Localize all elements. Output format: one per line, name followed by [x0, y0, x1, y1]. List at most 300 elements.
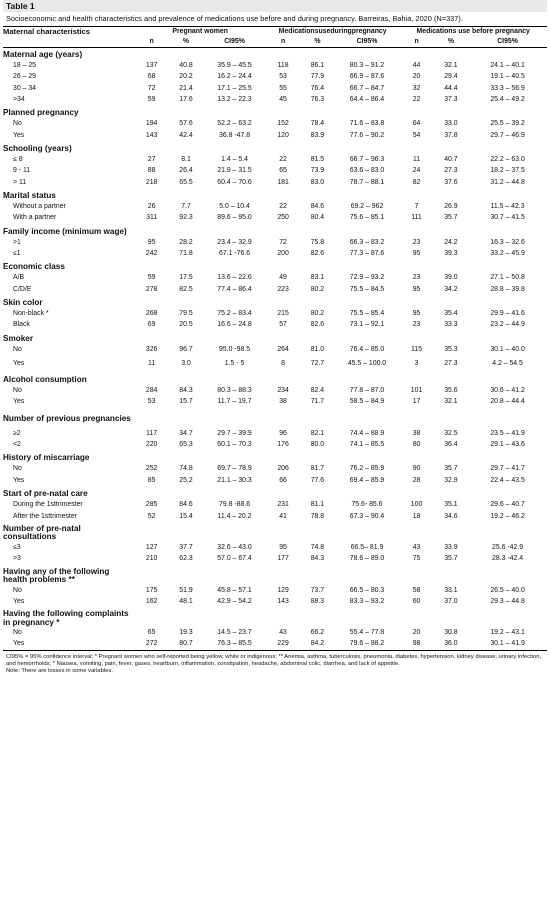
cell-ci: 1.5 - 5	[224, 359, 245, 367]
row-label: With a partner	[13, 214, 57, 222]
cell-ci: 74.4 – 88.9	[349, 429, 385, 437]
row-label: No	[13, 387, 22, 395]
cell-percent: 83.0	[310, 178, 325, 186]
cell-n: 18	[412, 512, 421, 520]
cell-n: 311	[146, 214, 158, 222]
cell-ci: 16.2 – 24.4	[217, 73, 252, 81]
table-row	[3, 166, 547, 177]
cell-percent: 65.5	[179, 178, 193, 186]
cell-n: 250	[277, 214, 289, 222]
table-row	[3, 344, 547, 355]
cell-n: 285	[145, 501, 158, 509]
cell-ci: 60.4 – 70.6	[217, 178, 252, 186]
subheader-n: n	[134, 37, 168, 48]
cell-ci: 13.6 – 22.6	[217, 274, 252, 282]
cell-percent: 37.7	[179, 543, 193, 551]
cell-ci: 71.6 – 83.8	[349, 120, 385, 128]
cell-percent: 37.3	[444, 95, 458, 103]
table-caption: Socioeconomic and health characteristics and prevalence of medications use before and during pregnancy. Barreiras, Bahia, 2020 (N=337).	[3, 12, 547, 27]
cell-ci: 29.7 – 41.7	[490, 465, 525, 473]
section-title: Family income (minimum wage)	[3, 226, 127, 236]
cell-ci: 28.3 -42.4	[492, 555, 524, 563]
cell-n: 28	[412, 476, 421, 484]
row-label-header: Maternal characteristics	[3, 26, 90, 36]
section-row	[3, 331, 547, 344]
cell-ci: 19.2 – 43.1	[490, 629, 525, 637]
table-row	[3, 61, 547, 72]
cell-ci: 83.3 – 93.2	[349, 597, 385, 605]
cell-percent: 78.4	[310, 120, 325, 128]
cell-n: 66	[279, 476, 287, 484]
cell-percent: 62.3	[179, 555, 193, 563]
cell-percent: 33.1	[444, 586, 458, 594]
cell-percent: 39.0	[444, 274, 458, 282]
section-title: Having the following complaints in pregnancy *	[3, 609, 129, 627]
cell-percent: 79.5	[179, 310, 193, 318]
table-row	[3, 585, 547, 596]
row-label: Yes	[13, 359, 25, 367]
row-label: Yes	[13, 131, 25, 139]
cell-n: 176	[277, 441, 289, 449]
cell-ci: 63.6 – 83.0	[349, 167, 385, 175]
cell-n: 218	[145, 178, 158, 186]
cell-ci: 27.1 – 50.8	[490, 274, 525, 282]
cell-n: 72	[147, 84, 156, 92]
cell-n: 45	[279, 95, 287, 103]
cell-percent: 51.9	[179, 586, 193, 594]
cell-n: 23	[412, 274, 421, 282]
cell-ci: 52.2 – 63.2	[217, 120, 252, 128]
table-row	[3, 628, 547, 639]
table-row	[3, 554, 547, 565]
cell-percent: 77.6	[310, 476, 325, 484]
cell-ci: 33.2 – 45.9	[490, 250, 525, 258]
cell-ci: 24.1 – 40.1	[490, 61, 525, 69]
cell-percent: 65.3	[179, 441, 193, 449]
cell-percent: 3.0	[181, 359, 191, 367]
section-title: Economic class	[3, 262, 65, 272]
cell-n: 284	[145, 387, 158, 395]
cell-percent: 26.4	[179, 167, 193, 175]
cell-n: 229	[266, 639, 300, 650]
cell-percent: 82.6	[310, 250, 325, 258]
table-row	[3, 596, 547, 607]
cell-n: 137	[145, 61, 158, 69]
table-label: Table 1	[3, 0, 547, 12]
cell-n: 95	[412, 310, 421, 318]
cell-percent: 24.2	[444, 238, 458, 246]
cell-percent: 84.6	[179, 501, 193, 509]
row-label: ≤ 8	[13, 155, 23, 163]
cell-ci: 72.9 – 93.2	[349, 274, 385, 282]
cell-n: 127	[145, 543, 158, 551]
cell-ci: 29.9 – 41.6	[490, 310, 525, 318]
cell-percent: 84.6	[310, 203, 325, 211]
cell-n: 38	[279, 398, 287, 406]
cell-n: 8	[281, 359, 285, 367]
table-row	[3, 356, 547, 373]
table-row	[3, 202, 547, 213]
cell-ci: 20.8 – 44.4	[490, 398, 525, 406]
cell-percent: 83.9	[310, 131, 325, 139]
cell-n: 120	[277, 131, 289, 139]
cell-ci: 77.6 – 90.2	[349, 131, 385, 139]
cell-ci: 69.4 – 85.9	[349, 476, 385, 484]
cell-percent: 37.0	[444, 597, 458, 605]
cell-ci: 76.4 – 85.0	[349, 345, 385, 353]
cell-ci: 64.4 – 86.4	[349, 95, 385, 103]
cell-n: 22	[279, 203, 287, 211]
cell-ci: 60.1 – 70.3	[217, 441, 252, 449]
row-label: Non-black *	[13, 310, 49, 318]
cell-n: 68	[147, 73, 156, 81]
cell-n: 75	[412, 555, 421, 563]
cell-n: 27	[147, 155, 156, 163]
cell-percent: 82.6	[310, 321, 325, 329]
row-label: No	[13, 345, 22, 353]
row-label: Yes	[13, 597, 25, 605]
cell-ci: 75.6- 85.6	[351, 501, 383, 509]
table-row	[3, 119, 547, 130]
cell-percent: 80.4	[310, 214, 325, 222]
cell-n: 95	[412, 250, 421, 258]
cell-percent: 44.4	[444, 84, 458, 92]
cell-ci: 25.5 – 39.2	[490, 120, 525, 128]
cell-n: 22	[279, 155, 287, 163]
cell-n: 23	[412, 321, 421, 329]
cell-percent: 48.1	[179, 597, 193, 605]
row-label: After the 1sttrimester	[13, 512, 77, 520]
cell-ci: 77.8 – 87.0	[349, 387, 385, 395]
subheader-percent: %	[169, 37, 203, 48]
table-row	[3, 72, 547, 83]
cell-ci: 30.1 – 41.9	[468, 639, 547, 650]
cell-ci: 33.3 – 56.9	[490, 84, 525, 92]
header-row-subcolumns	[3, 37, 547, 48]
cell-ci: 45.5 – 100.0	[347, 359, 387, 367]
cell-ci: 66.5 – 80.3	[349, 586, 385, 594]
section-title: Having any of the following health problems **	[3, 566, 110, 585]
cell-ci: 30.7 – 41.5	[490, 214, 525, 222]
cell-n: 65	[147, 629, 156, 637]
cell-ci: 16.3 – 32.6	[490, 238, 525, 246]
cell-n: 41	[279, 512, 287, 520]
cell-ci: 18.2 – 37.5	[490, 167, 525, 175]
section-row	[3, 565, 547, 585]
section-row	[3, 487, 547, 500]
cell-ci: 66.5– 81.9	[350, 543, 384, 551]
row-label: Yes	[13, 398, 25, 406]
cell-ci: 16.6 – 24.8	[217, 321, 252, 329]
cell-ci: 75.6 – 85.1	[349, 214, 385, 222]
cell-percent: 86.1	[310, 61, 325, 69]
cell-n: 43	[279, 629, 287, 637]
cell-n: 162	[145, 597, 158, 605]
cell-n: 88	[147, 167, 156, 175]
row-label: No	[13, 120, 22, 128]
cell-n: 111	[411, 214, 422, 222]
cell-percent: 15.7	[179, 398, 193, 406]
cell-ci: 30.6 – 41.2	[490, 387, 525, 395]
cell-percent: 84.2	[300, 639, 334, 650]
cell-n: 95	[412, 285, 421, 293]
cell-ci: 29.3 – 44.8	[490, 597, 525, 605]
cell-percent: 78.8	[310, 512, 325, 520]
cell-n: 194	[145, 120, 158, 128]
cell-n: 23	[412, 238, 421, 246]
cell-n: 17	[412, 398, 421, 406]
cell-n: 20	[412, 629, 421, 637]
cell-percent: 71.7	[310, 398, 325, 406]
cell-n: 85	[147, 476, 156, 484]
subheader-ci: CI95%	[468, 37, 547, 48]
footnote-abbreviations: CI95% = 95% confidence interval; * Pregnant women who self-reported being yellow, white or indigenous; ** Anemia, asthma, tuberculosis, pneumonia, diabetes, hypertension, kidney disease, urinary infection, and hemorrhoids; * Nausea, vomiting, pain, fever, gases, heartburn, inflammation, constipation, headache, abdominal colic, diarrhea, and lack of appetite.	[6, 654, 542, 667]
cell-percent: 81.1	[310, 501, 325, 509]
cell-ci: 36.8 -47.8	[219, 131, 251, 139]
cell-n: 26	[147, 203, 156, 211]
cell-n: 129	[277, 586, 289, 594]
cell-percent: 32.9	[444, 476, 458, 484]
cell-percent: 20.5	[179, 321, 193, 329]
cell-percent: 42.4	[179, 131, 193, 139]
cell-n: 143	[145, 131, 158, 139]
cell-percent: 32.1	[444, 61, 458, 69]
row-label: ≤3	[13, 543, 21, 551]
row-label: C/D/E	[13, 285, 32, 293]
row-label: 30 – 34	[13, 84, 36, 92]
cell-percent: 19.3	[179, 629, 193, 637]
section-title: Number of previous pregnancies	[3, 414, 131, 424]
cell-ci: 67.3 – 90.4	[349, 512, 385, 520]
cell-ci: 66.7 – 96.3	[349, 155, 385, 163]
table-row	[3, 440, 547, 451]
table-row	[3, 155, 547, 166]
cell-ci: 69.7 – 78.9	[217, 465, 252, 473]
section-row	[3, 106, 547, 119]
cell-n: 43	[412, 543, 421, 551]
cell-ci: 25.4 – 49.2	[490, 95, 525, 103]
footnote-losses: Note: There are losses in some variables.	[6, 668, 113, 674]
section-row	[3, 48, 547, 61]
cell-n: 215	[277, 310, 289, 318]
cell-percent: 80.7	[169, 639, 203, 650]
cell-n: 268	[145, 310, 158, 318]
row-label: Without a partner	[13, 203, 66, 211]
row-label: 18 – 25	[13, 61, 36, 69]
cell-percent: 15.4	[179, 512, 193, 520]
cell-percent: 20.2	[179, 73, 193, 81]
cell-n: 264	[277, 345, 289, 353]
cell-percent: 34.2	[444, 285, 458, 293]
cell-n: 95	[147, 238, 156, 246]
section-title: Number of pre-natal consultations	[3, 523, 81, 542]
subheader-ci: CI95%	[203, 37, 266, 48]
cell-n: 177	[277, 555, 289, 563]
table-row	[3, 428, 547, 439]
table-row	[3, 309, 547, 320]
cell-n: 220	[145, 441, 158, 449]
table-row	[3, 475, 547, 486]
table-row	[3, 237, 547, 248]
subheader-percent: %	[434, 37, 468, 48]
cell-percent: 35.6	[444, 387, 458, 395]
row-label: No	[13, 586, 22, 594]
cell-ci: 35.9 – 45.5	[217, 61, 252, 69]
cell-ci: 79.8 -88.6	[219, 501, 251, 509]
cell-percent: 80.2	[310, 285, 325, 293]
section-row	[3, 224, 547, 237]
cell-ci: 75.5 – 85.4	[349, 310, 385, 318]
row-label: >1	[13, 238, 21, 246]
section-title: Smoker	[3, 333, 34, 343]
cell-percent: 35.3	[444, 345, 458, 353]
cell-percent: 28.2	[179, 238, 193, 246]
cell-percent: 21.4	[179, 84, 193, 92]
cell-percent: 80.2	[310, 310, 325, 318]
cell-n: 98	[399, 639, 433, 650]
table-row	[3, 511, 547, 522]
section-title: Start of pre-natal care	[3, 489, 88, 498]
cell-ci: 11.4 – 20.2	[217, 512, 252, 520]
cell-percent: 35.1	[444, 501, 458, 509]
cell-n: 22	[412, 95, 421, 103]
cell-percent: 39.3	[444, 250, 458, 258]
cell-percent: 40.7	[444, 155, 458, 163]
cell-ci: 67.1 -76.6	[219, 250, 251, 258]
row-label: Yes	[13, 476, 25, 484]
cell-ci: 79.6 – 88.2	[335, 639, 400, 650]
cell-n: 100	[410, 501, 423, 509]
table-row	[3, 500, 547, 511]
section-row	[3, 408, 547, 428]
cell-percent: 71.8	[179, 250, 193, 258]
cell-n: 242	[145, 250, 158, 258]
section-title: Marital status	[3, 190, 56, 200]
cell-ci: 73.1 – 92.1	[349, 321, 385, 329]
cell-ci: 5.0 – 10.4	[219, 203, 250, 211]
cell-ci: 22.2 – 63.0	[490, 155, 525, 163]
cell-percent: 57.6	[179, 120, 193, 128]
cell-n: 231	[277, 501, 289, 509]
cell-n: 200	[277, 250, 289, 258]
section-row	[3, 608, 547, 628]
cell-ci: 76.3 – 85.5	[203, 639, 266, 650]
cell-ci: 19.1 – 40.5	[490, 73, 525, 81]
cell-percent: 35.4	[444, 310, 458, 318]
table-row	[3, 639, 547, 650]
cell-n: 210	[145, 555, 158, 563]
row-label: > 11	[13, 178, 27, 186]
cell-percent: 82.1	[310, 429, 325, 437]
cell-ci: 80.3 – 88.3	[217, 387, 252, 395]
cell-percent: 17.6	[179, 95, 193, 103]
cell-percent: 76.3	[310, 95, 325, 103]
table-row	[3, 130, 547, 141]
cell-n: 44	[412, 61, 421, 69]
cell-percent: 32.1	[444, 398, 458, 406]
cell-percent: 37.8	[444, 131, 458, 139]
cell-percent: 7.7	[181, 203, 191, 211]
table-row	[3, 386, 547, 397]
cell-ci: 55.4 – 77.8	[349, 629, 385, 637]
cell-percent: 81.5	[310, 155, 325, 163]
cell-n: 272	[134, 639, 168, 650]
table-row	[3, 213, 547, 224]
cell-n: 118	[277, 61, 289, 69]
cell-percent: 73.7	[310, 586, 325, 594]
cell-percent: 26.9	[444, 203, 458, 211]
cell-n: 20	[412, 73, 421, 81]
cell-n: 59	[147, 274, 156, 282]
cell-percent: 76.4	[310, 84, 325, 92]
cell-percent: 81.0	[310, 345, 325, 353]
cell-n: 82	[412, 178, 421, 186]
cell-percent: 92.3	[179, 214, 193, 222]
cell-n: 57	[279, 321, 287, 329]
row-label: >3	[13, 555, 21, 563]
cell-ci: 29.7 – 39.9	[217, 429, 252, 437]
cell-n: 60	[412, 597, 421, 605]
table-row	[3, 95, 547, 106]
cell-ci: 80.3 – 91.2	[349, 61, 385, 69]
cell-ci: 29.7 – 46.9	[490, 131, 525, 139]
cell-percent: 83.1	[310, 274, 325, 282]
row-label: 26 – 29	[13, 73, 36, 81]
cell-percent: 35.7	[444, 555, 458, 563]
subheader-n: n	[266, 37, 300, 48]
cell-n: 65	[279, 167, 287, 175]
cell-ci: 21.1 – 30.3	[217, 476, 252, 484]
cell-percent: 77.9	[310, 73, 325, 81]
cell-n: 59	[147, 95, 156, 103]
section-row	[3, 260, 547, 273]
table-row	[3, 177, 547, 188]
data-table	[3, 27, 547, 651]
subheader-n: n	[399, 37, 433, 48]
row-label: Yes	[3, 639, 134, 650]
cell-ci: 1.4 – 5.4	[221, 155, 248, 163]
group-header-pregnant-women: Pregnant women	[172, 27, 228, 35]
section-row	[3, 373, 547, 386]
cell-n: 72	[279, 238, 287, 246]
cell-n: 55	[279, 84, 287, 92]
cell-percent: 74.8	[179, 465, 193, 473]
cell-n: 252	[145, 465, 158, 473]
cell-percent: 30.8	[444, 629, 458, 637]
cell-ci: 77.4 – 86.4	[217, 285, 252, 293]
table-row	[3, 542, 547, 553]
cell-percent: 27.3	[444, 359, 458, 367]
cell-percent: 40.8	[179, 61, 193, 69]
cell-percent: 33.0	[444, 120, 458, 128]
cell-percent: 36.0	[434, 639, 468, 650]
cell-percent: 81.7	[310, 465, 325, 473]
cell-percent: 36.4	[444, 441, 458, 449]
cell-ci: 30.1 – 40.0	[490, 345, 525, 353]
row-label: ≥2	[13, 429, 21, 437]
cell-percent: 29.4	[444, 73, 458, 81]
cell-ci: 74.1 – 85.5	[349, 441, 385, 449]
cell-ci: 75.2 – 83.4	[217, 310, 252, 318]
cell-ci: 13.2 – 22.3	[217, 95, 252, 103]
cell-percent: 82.5	[179, 285, 193, 293]
row-label: No	[13, 629, 22, 637]
table-row	[3, 320, 547, 331]
cell-ci: 23.4 – 32.9	[217, 238, 252, 246]
section-row	[3, 189, 547, 202]
cell-percent: 84.3	[310, 555, 325, 563]
cell-ci: 21.9 – 31.5	[217, 167, 252, 175]
